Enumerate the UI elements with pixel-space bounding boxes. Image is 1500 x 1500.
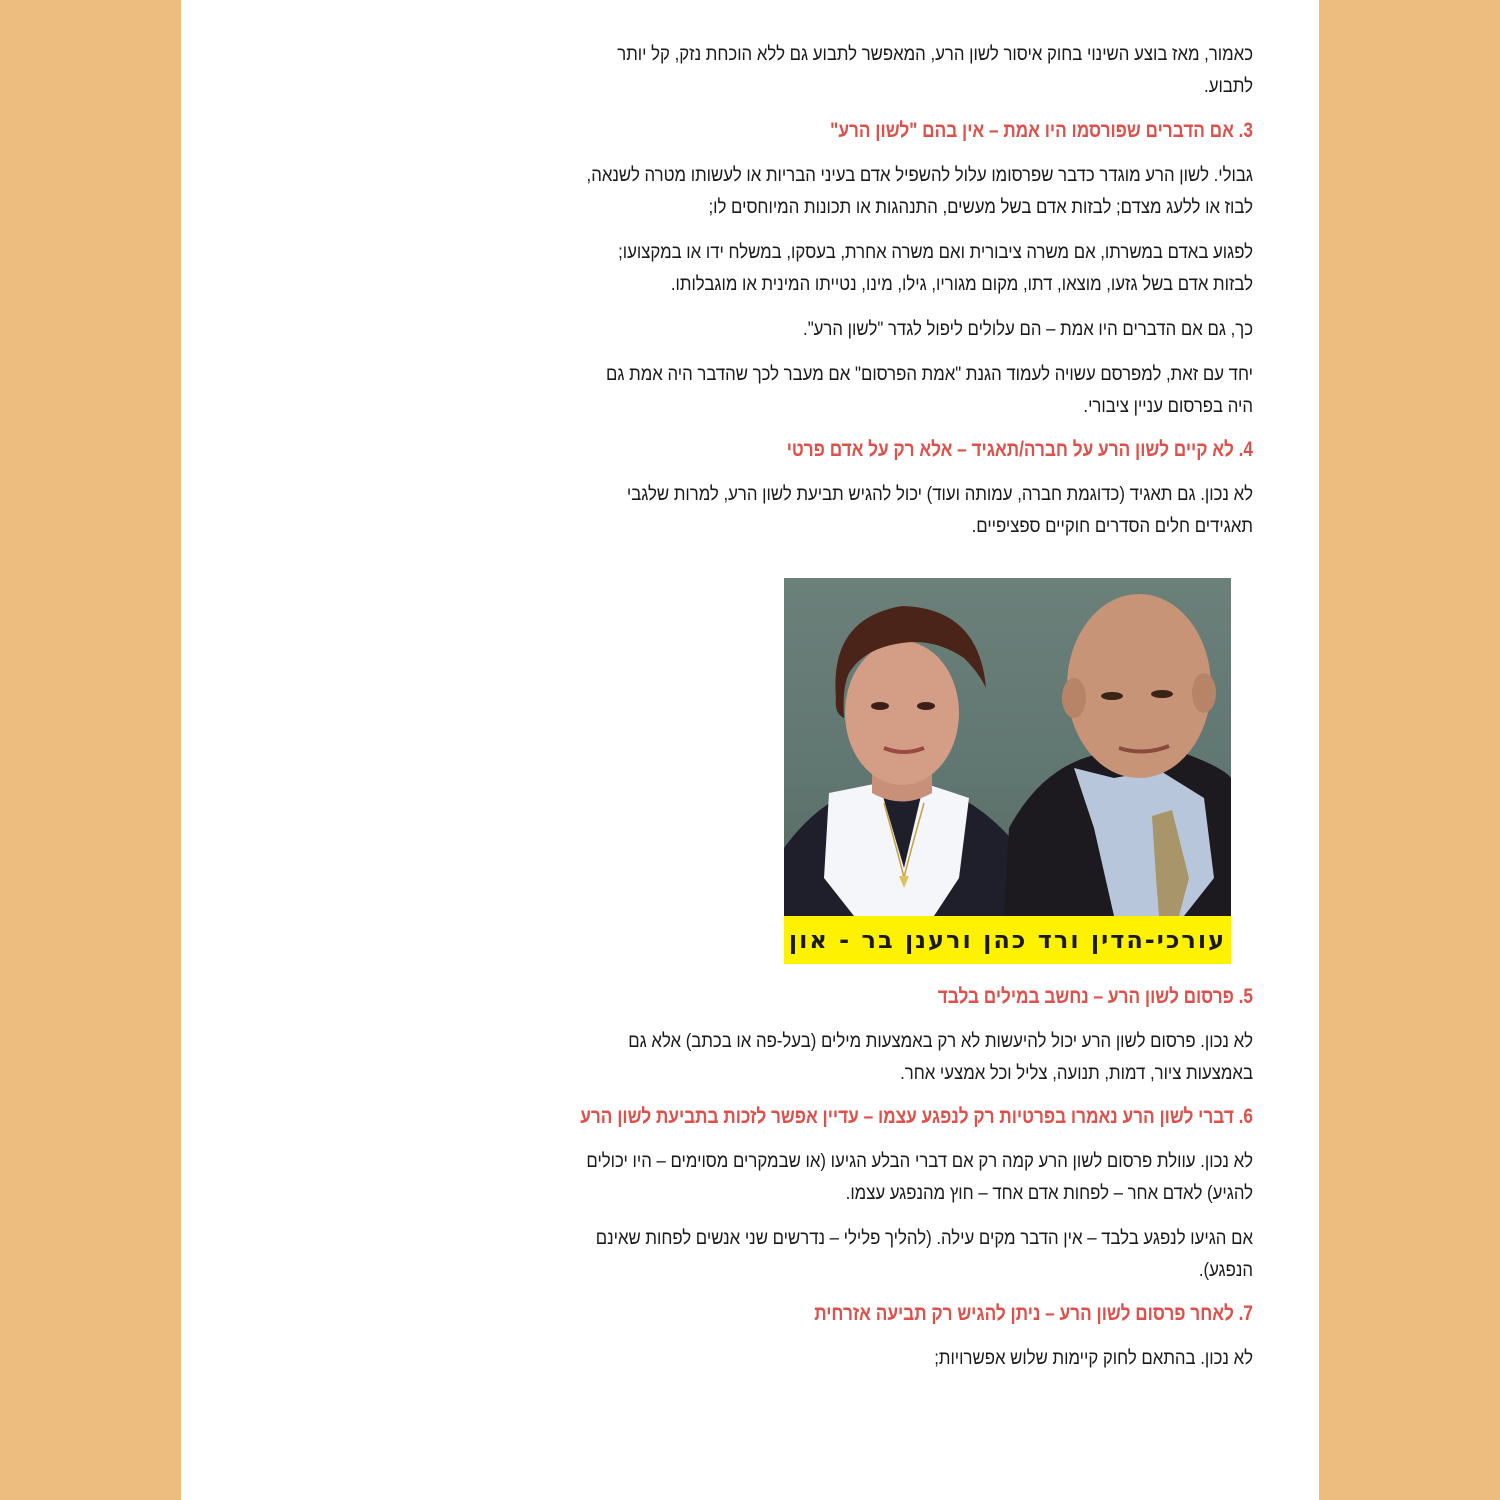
intro-paragraph bbox=[453, 38, 1253, 102]
text-line: לתבוע. bbox=[1204, 75, 1253, 97]
section-3-heading: 3. אם הדברים שפורסמו היו אמת – אין בהם "לשון הרע" bbox=[830, 119, 1253, 142]
lawyers-photo-figure bbox=[784, 578, 1231, 964]
text-line: לא נכון. גם תאגיד (כדוגמת חברה, עמותה ועוד) יכול להגיש תביעת לשון הרע, למרות שלגבי bbox=[626, 483, 1253, 505]
text-line: לא נכון. עוולת פרסום לשון הרע קמה רק אם דברי הבלע הגיעו (או שבמקרים מסוימים – היו יכולים bbox=[586, 1150, 1253, 1172]
text-line: הנפגע). bbox=[1198, 1259, 1253, 1281]
section-6-paragraph-2 bbox=[453, 1222, 1253, 1286]
document-page bbox=[181, 0, 1319, 1500]
section-7-heading: 7. לאחר פרסום לשון הרע – ניתן להגיש רק תביעה אזרחית bbox=[814, 1302, 1253, 1325]
photo-caption: עורכי-הדין ורד כהן ורענן בר - און bbox=[784, 916, 1231, 964]
section-5-heading: 5. פרסום לשון הרע – נחשב במילים בלבד bbox=[937, 985, 1253, 1008]
woman-portrait bbox=[784, 606, 1034, 916]
text-line: תאגידים חלים הסדרים חוקיים ספציפיים. bbox=[971, 515, 1253, 537]
section-3-paragraph-1 bbox=[453, 159, 1253, 223]
text-line: היה בפרסום עניין ציבורי. bbox=[1083, 395, 1253, 417]
section-4-heading: 4. לא קיים לשון הרע על חברה/תאגיד – אלא רק על אדם פרטי bbox=[786, 438, 1253, 461]
section-3-paragraph-3 bbox=[453, 313, 1253, 345]
text-line: יחד עם זאת, למפרסם עשויה לעמוד הגנת "אמת הפרסום" אם מעבר לכך שהדבר היה אמת גם bbox=[606, 363, 1253, 385]
section-4-paragraph-1 bbox=[453, 478, 1253, 542]
man-portrait bbox=[1004, 594, 1231, 916]
text-line: לא נכון. בהתאם לחוק קיימות שלוש אפשרויות; bbox=[934, 1347, 1253, 1369]
portrait-illustration bbox=[784, 578, 1231, 916]
text-line: כאמור, מאז בוצע השינוי בחוק איסור לשון הרע, המאפשר לתבוע גם ללא הוכחת נזק, קל יותר bbox=[617, 43, 1253, 65]
document-content bbox=[323, 38, 1253, 1387]
text-line: לבוז או ללעג מצדם; לבזות אדם בשל מעשים, התנהגות או תכונות המיוחסים לו; bbox=[708, 196, 1253, 218]
section-6-heading: 6. דברי לשון הרע נאמרו בפרטיות רק לנפגע עצמו – עדיין אפשר לזכות בתביעת לשון הרע bbox=[580, 1105, 1253, 1128]
section-7-paragraph-1 bbox=[453, 1342, 1253, 1374]
text-line: באמצעות ציור, דמות, תנועה, צליל וכל אמצעי אחר. bbox=[900, 1062, 1253, 1084]
lawyers-photo bbox=[784, 578, 1231, 916]
section-5-paragraph-1 bbox=[453, 1025, 1253, 1089]
text-line: גבולי. לשון הרע מוגדר כדבר שפרסומו עלול להשפיל אדם בעיני הבריות או לעשותו מטרה לשנאה, bbox=[586, 164, 1253, 186]
text-line: להגיע) לאדם אחר – לפחות אדם אחד – חוץ מהנפגע עצמו. bbox=[845, 1182, 1253, 1204]
section-3-paragraph-4 bbox=[453, 358, 1253, 422]
text-line: לא נכון. פרסום לשון הרע יכול להיעשות לא רק באמצעות מילים (בעל-פה או בכתב) אלא גם bbox=[628, 1030, 1253, 1052]
text-line: אם הגיעו לנפגע בלבד – אין הדבר מקים עילה. (להליך פלילי – נדרשים שני אנשים לפחות שאינם bbox=[595, 1227, 1253, 1249]
section-3-paragraph-2 bbox=[453, 236, 1253, 300]
text-line: לבזות אדם בשל גזעו, מוצאו, דתו, מקום מגוריו, גילו, מינו, נטייתו המינית או מוגבלותו. bbox=[670, 273, 1253, 295]
text-line: לפגוע באדם במשרתו, אם משרה ציבורית ואם משרה אחרת, בעסקו, במשלח ידו או במקצועו; bbox=[618, 241, 1253, 263]
text-line: כך, גם אם הדברים היו אמת – הם עלולים ליפול לגדר "לשון הרע". bbox=[803, 318, 1253, 340]
section-6-paragraph-1 bbox=[453, 1145, 1253, 1209]
